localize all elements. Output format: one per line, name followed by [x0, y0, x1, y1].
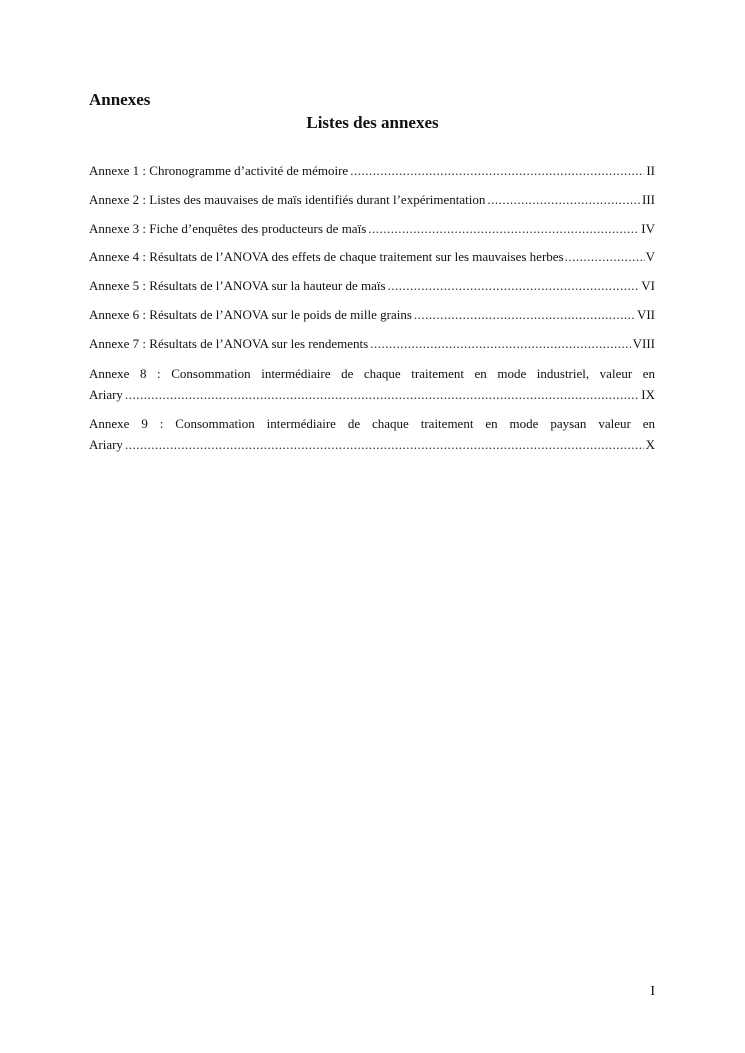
toc-entry-annexe-4[interactable]: [89, 247, 655, 267]
toc-entry-label: Annexe 4 : Résultats de l’ANOVA des effets de chaque traitement sur les mauvaises herbes: [89, 249, 564, 265]
toc-entry-label: Annexe 7 : Résultats de l’ANOVA sur les rendements: [89, 335, 369, 351]
toc-entry-annexe-7[interactable]: [89, 334, 655, 354]
dot-leader: [487, 190, 640, 210]
toc-entry-page: X: [645, 436, 655, 452]
toc-entry-page: IV: [641, 220, 655, 236]
dot-leader: [368, 219, 639, 239]
toc-entry-continuation: [89, 385, 655, 405]
toc-entry-label: Annexe 5 : Résultats de l’ANOVA sur la hauteur de maïs: [89, 278, 386, 294]
toc-entry-label: Annexe 2 : Listes des mauvaises de maïs identifiés durant l’expérimentation: [89, 191, 486, 207]
toc-entry-label: Annexe 3 : Fiche d’enquêtes des producteurs de maïs: [89, 220, 367, 236]
list-title: Listes des annexes: [306, 113, 439, 132]
toc-entry-annexe-5[interactable]: [89, 276, 655, 296]
toc-entry-page: VIII: [632, 335, 655, 351]
dot-leader: [370, 334, 630, 354]
toc-entry-annexe-9[interactable]: [89, 413, 655, 455]
dot-leader: [125, 385, 639, 405]
toc-entry-page: II: [646, 163, 655, 178]
section-heading: Annexes: [89, 90, 151, 109]
dot-leader: [565, 247, 645, 267]
toc-entry-label: Annexe 1 : Chronogramme d’activité de mémoire: [89, 163, 349, 178]
toc-entry-label: Annexe 9 : Consommation intermédiaire de chaque traitement en mode paysan valeur en: [89, 415, 655, 431]
page-number: I: [650, 984, 655, 999]
toc-entry-annexe-8[interactable]: [89, 363, 655, 405]
toc-entry-continuation: [89, 435, 655, 455]
toc-entry-page: IX: [641, 386, 655, 402]
toc-entry-annexe-3[interactable]: [89, 219, 655, 239]
toc-entry-page: V: [645, 249, 655, 265]
dot-leader: [350, 161, 644, 181]
toc-entry-label-continued: Ariary: [89, 386, 123, 402]
dot-leader: [414, 305, 635, 325]
toc-entry-label: Annexe 8 : Consommation intermédiaire de chaque traitement en mode industriel, valeur en: [89, 365, 655, 381]
dot-leader: [388, 276, 640, 296]
toc-entry-label-continued: Ariary: [89, 436, 123, 452]
toc-entry-page: VII: [636, 306, 655, 322]
toc-entry-page: III: [642, 191, 655, 207]
toc-entry-label: Annexe 6 : Résultats de l’ANOVA sur le poids de mille grains: [89, 306, 412, 322]
dot-leader: [125, 435, 644, 455]
toc-entry-annexe-1[interactable]: [89, 161, 655, 181]
toc-entry-page: VI: [641, 278, 655, 294]
annex-list: [89, 161, 655, 463]
toc-entry-annexe-2[interactable]: [89, 190, 655, 210]
toc-entry-annexe-6[interactable]: [89, 305, 655, 325]
